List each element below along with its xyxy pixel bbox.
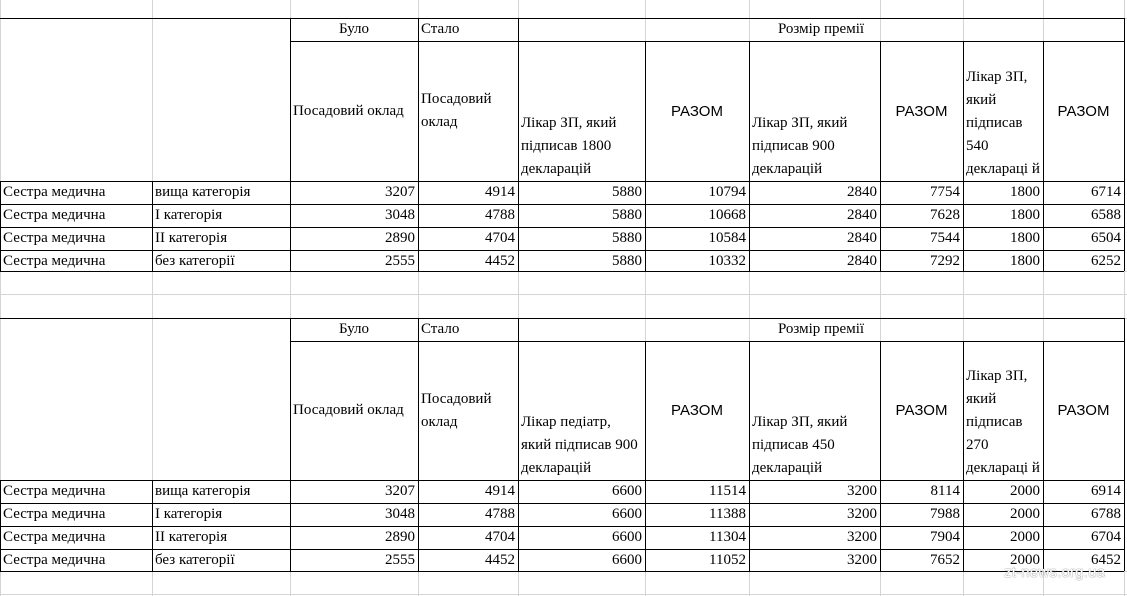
- table-cell-text: 4704: [485, 230, 515, 246]
- table-cell-text: вища категорія: [155, 184, 251, 200]
- table-cell: [963, 503, 1043, 526]
- header-stalo-text: Стало: [421, 21, 460, 37]
- table-cell-text: 5880: [612, 230, 642, 246]
- table-border: [0, 18, 290, 19]
- header-salary-after: [418, 341, 518, 480]
- table-cell: [645, 204, 749, 227]
- table-cell: [152, 250, 290, 271]
- header-total-3-text: РАЗОМ: [1057, 402, 1110, 419]
- grid-row-line: [0, 294, 1127, 295]
- table-cell-text: 6714: [1091, 184, 1121, 200]
- table-cell: [418, 181, 518, 204]
- table-cell-text: 4788: [485, 506, 515, 522]
- table-cell: [645, 549, 749, 571]
- table-cell: [963, 181, 1043, 204]
- table-cell-text: Сестра медична: [3, 483, 106, 499]
- header-total-1-text: РАЗОМ: [671, 102, 723, 120]
- table-border: [1124, 18, 1125, 271]
- table-cell-text: 2840: [847, 184, 877, 200]
- table-cell-text: без категорії: [155, 552, 235, 568]
- table-cell-text: 11304: [709, 529, 746, 545]
- table-cell: [290, 526, 418, 549]
- table-cell-text: 1800: [1010, 253, 1040, 269]
- table-cell-text: 6600: [612, 483, 642, 499]
- table-cell-text: 5880: [612, 207, 642, 223]
- table-cell-text: 1800: [1010, 207, 1040, 223]
- header-premium-text: Розмір премії: [777, 321, 865, 337]
- header-total-3: [1043, 341, 1124, 480]
- header-doctor-3: [963, 341, 1043, 480]
- table-cell-text: Сестра медична: [3, 230, 106, 246]
- table-cell: [749, 480, 880, 503]
- header-total-2: [880, 341, 963, 480]
- header-doctor-3-text: Лікар ЗП, який підписав 270 деклараці й: [966, 368, 1040, 476]
- table-cell-text: 10794: [708, 184, 746, 200]
- table-cell: [418, 227, 518, 250]
- table-cell: [418, 549, 518, 571]
- table-cell: [645, 526, 749, 549]
- header-total-2-text: РАЗОМ: [895, 102, 948, 120]
- table-cell-text: 7544: [930, 230, 960, 246]
- header-total-3-text: РАЗОМ: [1057, 102, 1110, 120]
- header-doctor-1: [518, 41, 645, 181]
- table-cell-text: 6600: [612, 552, 642, 568]
- table-border: [0, 271, 1124, 272]
- table-cell-text: 8114: [930, 483, 960, 499]
- table-cell: [290, 480, 418, 503]
- table-cell: [290, 503, 418, 526]
- header-bulo: [290, 318, 418, 341]
- table-cell: [152, 549, 290, 571]
- header-doctor-1-text: Лікар ЗП, який підписав 1800 декларацій: [521, 115, 617, 177]
- header-bulo-text: Було: [338, 321, 370, 337]
- table-border: [1124, 318, 1125, 571]
- table-cell-text: 2555: [385, 253, 415, 269]
- table-cell: [880, 250, 963, 271]
- header-stalo-text: Стало: [421, 321, 460, 337]
- table-cell-text: 6600: [612, 506, 642, 522]
- table-cell: [1043, 250, 1124, 271]
- header-stalo: [418, 18, 518, 41]
- table-border: [0, 318, 290, 319]
- table-cell-text: 7292: [930, 253, 960, 269]
- header-premium: [518, 18, 1124, 41]
- table-cell-text: 6704: [1091, 529, 1121, 545]
- table-cell-text: 5880: [612, 253, 642, 269]
- table-cell-text: 4704: [485, 529, 515, 545]
- table-cell: [0, 549, 152, 571]
- table-cell: [749, 549, 880, 571]
- header-salary-after: [418, 41, 518, 181]
- table-cell: [518, 204, 645, 227]
- table-cell: [880, 181, 963, 204]
- table-cell-text: 4452: [485, 552, 515, 568]
- header-doctor-2: [749, 41, 880, 181]
- table-cell-text: 11388: [709, 506, 746, 522]
- table-cell-text: ІІ категорія: [155, 529, 228, 545]
- table-cell: [963, 250, 1043, 271]
- table-cell-text: 2000: [1010, 552, 1040, 568]
- table-cell: [749, 526, 880, 549]
- header-total-3: [1043, 41, 1124, 181]
- table-cell: [1043, 526, 1124, 549]
- table-cell-text: 4788: [485, 207, 515, 223]
- table-cell-text: 3048: [385, 506, 415, 522]
- table-cell: [418, 480, 518, 503]
- watermark: zt-news.org.ua: [1004, 564, 1106, 581]
- table-cell-text: 6452: [1091, 552, 1121, 568]
- table-cell: [152, 480, 290, 503]
- table-cell-text: 6588: [1091, 207, 1121, 223]
- table-cell-text: 2000: [1010, 483, 1040, 499]
- table-cell: [1043, 480, 1124, 503]
- table-cell-text: 3200: [847, 483, 877, 499]
- table-cell: [518, 227, 645, 250]
- table-cell: [645, 250, 749, 271]
- table-cell-text: І категорія: [155, 506, 223, 522]
- table-cell-text: Сестра медична: [3, 253, 106, 269]
- header-doctor-2: [749, 341, 880, 480]
- header-total-2-text: РАЗОМ: [895, 402, 948, 419]
- table-cell: [290, 181, 418, 204]
- table-cell-text: Сестра медична: [3, 184, 106, 200]
- table-cell: [518, 503, 645, 526]
- table-cell-text: 3207: [385, 184, 415, 200]
- header-salary-before-text: Посадовий оклад: [293, 402, 404, 418]
- table-cell-text: Сестра медична: [3, 552, 106, 568]
- table-cell: [1043, 204, 1124, 227]
- table-cell-text: 7628: [930, 207, 960, 223]
- table-cell-text: 3200: [847, 529, 877, 545]
- table-cell: [645, 503, 749, 526]
- table-cell: [749, 227, 880, 250]
- table-cell-text: 10584: [708, 230, 746, 246]
- table-cell-text: 6252: [1091, 253, 1121, 269]
- table-cell: [963, 480, 1043, 503]
- table-cell: [749, 181, 880, 204]
- table-cell-text: 5880: [612, 184, 642, 200]
- table-cell-text: 6788: [1091, 506, 1121, 522]
- table-cell-text: ІІ категорія: [155, 230, 228, 246]
- header-salary-before-text: Посадовий оклад: [293, 102, 404, 119]
- table-cell: [418, 526, 518, 549]
- header-doctor-1: [518, 341, 645, 480]
- header-salary-after-text: Посадовий оклад: [421, 91, 492, 130]
- table-cell: [749, 250, 880, 271]
- header-doctor-3: [963, 41, 1043, 181]
- table-cell: [880, 549, 963, 571]
- table-cell: [1043, 503, 1124, 526]
- table-cell-text: без категорії: [155, 253, 235, 269]
- header-doctor-1-text: Лікар педіатр, який підписав 900 декларацій: [521, 414, 638, 476]
- header-total-1: [645, 341, 749, 480]
- table-cell-text: 4914: [485, 184, 515, 200]
- header-stalo: [418, 318, 518, 341]
- table-cell: [0, 503, 152, 526]
- table-cell: [0, 526, 152, 549]
- table-cell: [290, 250, 418, 271]
- header-total-1: [645, 41, 749, 181]
- table-cell-text: І категорія: [155, 207, 223, 223]
- table-cell-text: 6600: [612, 529, 642, 545]
- table-cell: [518, 549, 645, 571]
- header-total-1-text: РАЗОМ: [671, 402, 723, 419]
- table-cell: [1043, 227, 1124, 250]
- header-premium: [518, 318, 1124, 341]
- table-cell: [0, 181, 152, 204]
- table-cell-text: 3200: [847, 552, 877, 568]
- table-cell: [749, 503, 880, 526]
- table-cell-text: 2555: [385, 552, 415, 568]
- table-cell: [518, 181, 645, 204]
- table-border: [0, 571, 1124, 572]
- table-cell: [880, 227, 963, 250]
- table-cell-text: 11052: [709, 552, 746, 568]
- table-cell: [645, 480, 749, 503]
- table-cell-text: вища категорія: [155, 483, 251, 499]
- table-cell-text: Сестра медична: [3, 207, 106, 223]
- table-cell: [880, 503, 963, 526]
- table-cell-text: 2840: [847, 207, 877, 223]
- table-cell-text: 2840: [847, 230, 877, 246]
- table-cell: [418, 204, 518, 227]
- table-cell: [0, 204, 152, 227]
- header-bulo-text: Було: [338, 21, 370, 37]
- table-cell-text: 2000: [1010, 529, 1040, 545]
- table-cell: [290, 204, 418, 227]
- header-doctor-3-text: Лікар ЗП, який підписав 540 деклараці й: [966, 69, 1040, 177]
- header-salary-before: [290, 41, 418, 181]
- table-cell: [518, 250, 645, 271]
- header-total-2: [880, 41, 963, 181]
- table-cell: [152, 204, 290, 227]
- table-cell-text: Сестра медична: [3, 529, 106, 545]
- table-cell: [152, 503, 290, 526]
- table-cell-text: 4452: [485, 253, 515, 269]
- table-cell: [152, 526, 290, 549]
- table-cell: [518, 480, 645, 503]
- table-cell: [518, 526, 645, 549]
- table-cell: [880, 204, 963, 227]
- table-cell: [645, 227, 749, 250]
- table-cell: [880, 480, 963, 503]
- table-cell: [0, 480, 152, 503]
- table-cell: [1043, 181, 1124, 204]
- table-cell: [0, 227, 152, 250]
- sheet-bottom-line: [0, 594, 1127, 595]
- table-cell-text: 11514: [709, 483, 746, 499]
- table-cell-text: 10668: [708, 207, 746, 223]
- table-cell: [880, 526, 963, 549]
- table-cell-text: 6504: [1091, 230, 1121, 246]
- table-cell: [963, 204, 1043, 227]
- table-cell: [152, 227, 290, 250]
- table-cell-text: 6914: [1091, 483, 1121, 499]
- table-cell: [152, 181, 290, 204]
- table-cell: [0, 250, 152, 271]
- table-cell: [418, 503, 518, 526]
- header-salary-after-text: Посадовий оклад: [421, 390, 492, 430]
- table-cell-text: 7904: [930, 529, 960, 545]
- table-cell-text: 1800: [1010, 184, 1040, 200]
- header-premium-text: Розмір премії: [777, 21, 865, 37]
- table-cell-text: 2840: [847, 253, 877, 269]
- table-cell-text: 3207: [385, 483, 415, 499]
- table-cell-text: 2890: [385, 230, 415, 246]
- table-cell-text: 10332: [708, 253, 746, 269]
- table-cell: [749, 204, 880, 227]
- header-doctor-2-text: Лікар ЗП, який підписав 900 декларацій: [752, 115, 848, 177]
- table-cell: [290, 549, 418, 571]
- table-cell-text: 4914: [485, 483, 515, 499]
- header-bulo: [290, 18, 418, 41]
- table-cell: [963, 526, 1043, 549]
- header-doctor-2-text: Лікар ЗП, який підписав 450 декларацій: [752, 414, 848, 476]
- table-cell: [418, 250, 518, 271]
- table-cell-text: 7652: [930, 552, 960, 568]
- table-cell-text: 2890: [385, 529, 415, 545]
- header-salary-before: [290, 341, 418, 480]
- table-cell-text: 7988: [930, 506, 960, 522]
- table-cell: [290, 227, 418, 250]
- table-cell: [645, 181, 749, 204]
- table-cell-text: 2000: [1010, 506, 1040, 522]
- table-cell-text: 7754: [930, 184, 960, 200]
- table-cell-text: 1800: [1010, 230, 1040, 246]
- table-cell-text: Сестра медична: [3, 506, 106, 522]
- table-cell: [963, 227, 1043, 250]
- table-cell-text: 3048: [385, 207, 415, 223]
- table-cell-text: 3200: [847, 506, 877, 522]
